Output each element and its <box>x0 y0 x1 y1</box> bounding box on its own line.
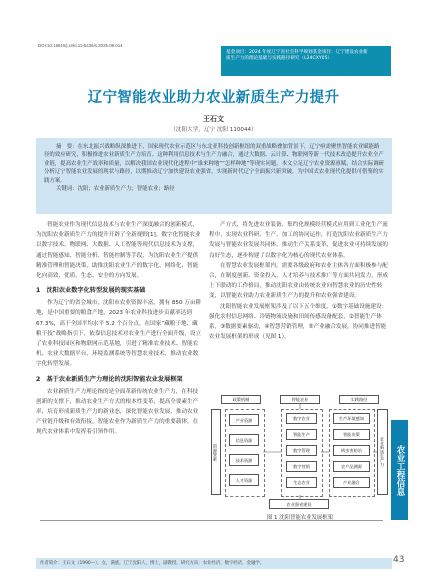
figure-box: 数字管理 <box>286 445 317 456</box>
figure-box: 技术资源 <box>229 454 259 466</box>
figure-box: 病虫害防治 <box>333 445 370 456</box>
abstract-box <box>36 138 392 214</box>
figure-box: 信息资源 <box>229 434 259 446</box>
section-heading: 1 沈阳农业数字化转型发展的现实基础 <box>36 287 146 295</box>
doi-line: DOI:10.16815/j.cnki.11-5436/s.2025.08.014 <box>38 43 123 48</box>
author-name: 王石文 <box>203 115 224 123</box>
fund-line: 基金项目：2024 年度辽宁省社会科学规划基金项目：辽宁建设农业新 <box>226 50 368 55</box>
figure-box: 智能生产 <box>286 429 317 440</box>
figure-side-label: 农业新质生产力 <box>377 409 388 495</box>
framework-figure <box>209 393 391 515</box>
author-affiliation: （沈阳大学，辽宁 沈阳 110044） <box>170 127 257 133</box>
figure-box: 智能农业 <box>280 395 320 404</box>
figure-box: 实践路径 <box>339 395 379 404</box>
body-paragraph: 沈阳智能农业发展框架涉及了以下五个维度，①数字基础设施建设：强化农村信息网络、冷链物流设施和田间传感设备配套，②智能生产体系，③数据要素驱动，④智慧营销管理，⑤产业融合发展，协同推进智能农业发展框架的形成（见图 1）。 <box>209 303 388 341</box>
left-column <box>36 220 202 438</box>
body-paragraph: 作为辽宁的省会城市，沈阳市农业资源丰富，拥有 850 万亩耕地，是中国重要的粮食产地，2023 年农业科技进步贡献率达到 67.3%，高于全国平均水平 5.2 个百分点，在国家“藏粮于地、藏粮于技”战略指引下，依靠信息技术对农业生产进行全面升级，设立了农业科技园区和物联网示范基地，引进了精准农业技术、智能农机、农业大数据平台、环境监测系统等智慧农业技术，推动农业数字化转型发展。 <box>36 300 202 368</box>
body-paragraph: 在智慧农业发展框架内，需要各级政府和农业主体各方面积极参与配合，在制度创新、资金投入、人才培养与技术推广等方面共同发力，形成上下联动的工作格局，推动沈阳农业由传统农业向智慧农业的历史性转变，以智能农业助力农业新质生产力的提升和农业强省建设。 <box>209 262 389 300</box>
article-title: 辽宁智能农业助力农业新质生产力提升 <box>87 90 340 106</box>
fund-banner <box>221 46 391 76</box>
figure-caption: 图 1 沈阳智能农业发展框架 <box>266 515 334 521</box>
figure-box: 智能决策 <box>333 429 370 440</box>
right-column <box>209 220 391 342</box>
keywords: 关键词：沈阳；农业新质生产力；智能农业；路径 <box>56 186 175 193</box>
figure-arrows <box>209 393 391 515</box>
journal-side-tab: 农业工程信息 <box>391 420 408 520</box>
abstract-text: 摘 要：在东北振兴战略纵深推进下，国家现代农业示范区与东北亚科技创新枢纽的双重战略叠加背景下，辽宁亟需聚焦智能农业赋能路径的效应研究，积极推进农业新质生产力培育。这种利用信息技术与生产力融合，通过大数据、云计算、物联网等新一代技术改造提升农业全产业链，提高农业生产效率和质量，以解决我国农业现代化进程中“谁来种地”“怎样种地”等现实问题。本文立足辽宁农业资源禀赋，结合实际调研分析辽宁智能农业发展的现状与路径，以期推动辽宁加快建设农业强省，实现新时代辽宁全面振兴新突破，为中国式农业现代化提供可借鉴的实践方案。 <box>44 144 384 184</box>
footer-divider <box>40 520 383 521</box>
figure-box: 人才资源 <box>229 474 259 486</box>
figure-box: 农产品溯源 <box>333 461 370 472</box>
figure-box: 产业融合 <box>333 477 370 488</box>
author-note: 作者简介：王石文（1990—），女，满族，辽宁沈阳人，博士，副教授，研究方向：农业经济，数字经济，金融学。 <box>36 558 392 569</box>
figure-box: 产业资源 <box>229 414 259 426</box>
figure-box: 政策机制 <box>221 395 261 404</box>
figure-box: 农业强省建设 <box>269 499 329 509</box>
fund-line: 质生产力的理论基础与实践路径研究（L24CXY05） <box>226 56 333 61</box>
section-heading: 2 基于农业新质生产力理论的沈阳智能农业发展框架 <box>36 375 183 383</box>
figure-box: 数字营销 <box>286 461 317 472</box>
body-paragraph: 农业新质生产力理论指的是全面革新传统农业生产力，在科技创新的支撑下，推动农业生产方式的根本性变革，提高全要素生产率，培育形成新质生产力的新业态，深化智能农业发展，推动农业产业链升级和有效衔接，智能农业作为新质生产力的重要载体，在现代农业体系中发挥着引领作用。 <box>36 388 199 436</box>
intro-paragraph: 智能农业作为现代信息技术与农业生产深度融合的创新模式，为沈阳农业新质生产力的提升开辟了全新视野[1]。数字化智能农业以数字技术、物联网、大数据、人工智能等现代信息技术为支撑，通过智能感知、智能分析、智能控制等手段，为沈阳农业生产提供精准管理和智能决策，助推沈阳农业生产的数字化、网络化、智能化向高效、优质、生态、安全的方向发展。 <box>36 222 201 280</box>
body-paragraph: 产方式，将先进农业装备、集约化规模经营模式应用到工业化生产流程中，实现农业科研、生产、加工的协同运作，打造沈阳农业新质生产力发展与智能农业发展共同体，推动生产关系变革，促进农业可持续发展的良好生态，逐步构建了以数字化为核心的现代农业体系。 <box>209 222 389 259</box>
figure-box: 生态农业 <box>286 477 317 488</box>
figure-side-label: 资源要素 <box>211 409 221 495</box>
page-number: 43 <box>393 555 405 565</box>
figure-box: 生产环境感知 <box>333 413 370 424</box>
figure-box: 数字农业 <box>286 413 317 424</box>
